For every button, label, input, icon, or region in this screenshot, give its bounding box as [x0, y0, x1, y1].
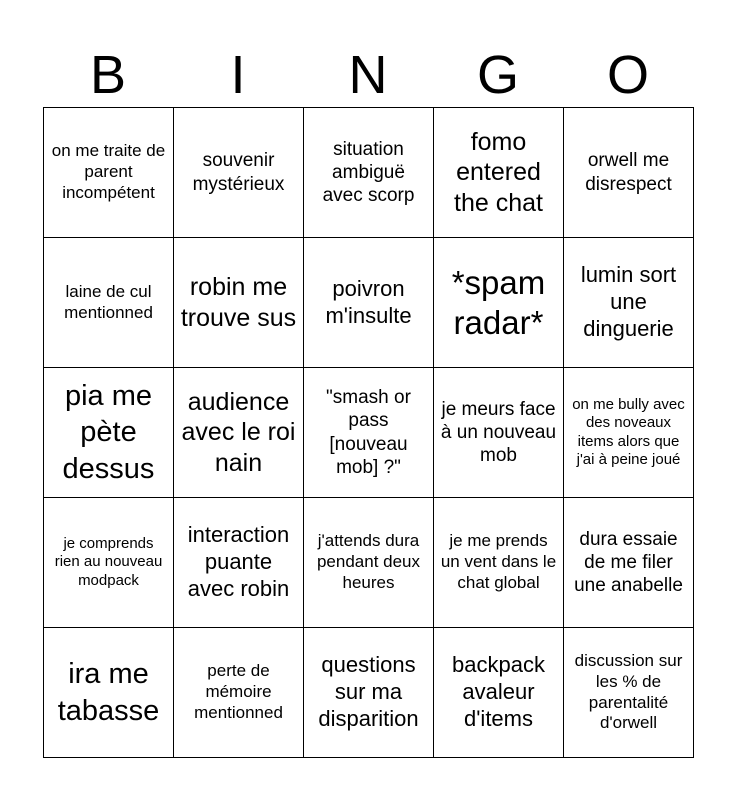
bingo-cell[interactable]: lumin sort une dinguerie [564, 238, 694, 368]
bingo-cell[interactable]: laine de cul mentionned [44, 238, 174, 368]
bingo-cell[interactable]: questions sur ma disparition [304, 628, 434, 758]
bingo-header [43, 44, 693, 106]
bingo-cell[interactable]: perte de mémoire mentionned [174, 628, 304, 758]
bingo-cell[interactable]: pia me pète dessus [44, 368, 174, 498]
bingo-cell[interactable]: situation ambiguë avec scorp [304, 108, 434, 238]
bingo-cell[interactable]: on me traite de parent incompétent [44, 108, 174, 238]
bingo-cell[interactable]: souvenir mystérieux [174, 108, 304, 238]
bingo-cell[interactable]: robin me trouve sus [174, 238, 304, 368]
bingo-cell[interactable]: poivron m'insulte [304, 238, 434, 368]
header-letter-g: G [476, 45, 519, 105]
header-letter-i: I [230, 45, 246, 105]
bingo-cell[interactable]: je me prends un vent dans le chat global [434, 498, 564, 628]
bingo-cell[interactable]: j'attends dura pendant deux heures [304, 498, 434, 628]
bingo-cell[interactable]: orwell me disrespect [564, 108, 694, 238]
bingo-cell[interactable]: discussion sur les % de parentalité d'orwell [564, 628, 694, 758]
bingo-cell[interactable]: *spam radar* [434, 238, 564, 368]
header-letter-b: B [89, 45, 127, 105]
bingo-cell[interactable]: fomo entered the chat [434, 108, 564, 238]
bingo-cell[interactable]: backpack avaleur d'items [434, 628, 564, 758]
bingo-grid [43, 107, 694, 758]
bingo-cell[interactable]: on me bully avec des noveaux items alors que j'ai à peine joué [564, 368, 694, 498]
bingo-cell[interactable]: "smash or pass [nouveau mob] ?" [304, 368, 434, 498]
bingo-cell[interactable]: je comprends rien au nouveau modpack [44, 498, 174, 628]
header-letter-n: N [348, 45, 388, 105]
header-letter-o: O [606, 45, 649, 105]
bingo-cell[interactable]: interaction puante avec robin [174, 498, 304, 628]
bingo-cell[interactable]: ira me tabasse [44, 628, 174, 758]
bingo-cell[interactable]: audience avec le roi nain [174, 368, 304, 498]
bingo-cell[interactable]: je meurs face à un nouveau mob [434, 368, 564, 498]
bingo-cell[interactable]: dura essaie de me filer une anabelle [564, 498, 694, 628]
